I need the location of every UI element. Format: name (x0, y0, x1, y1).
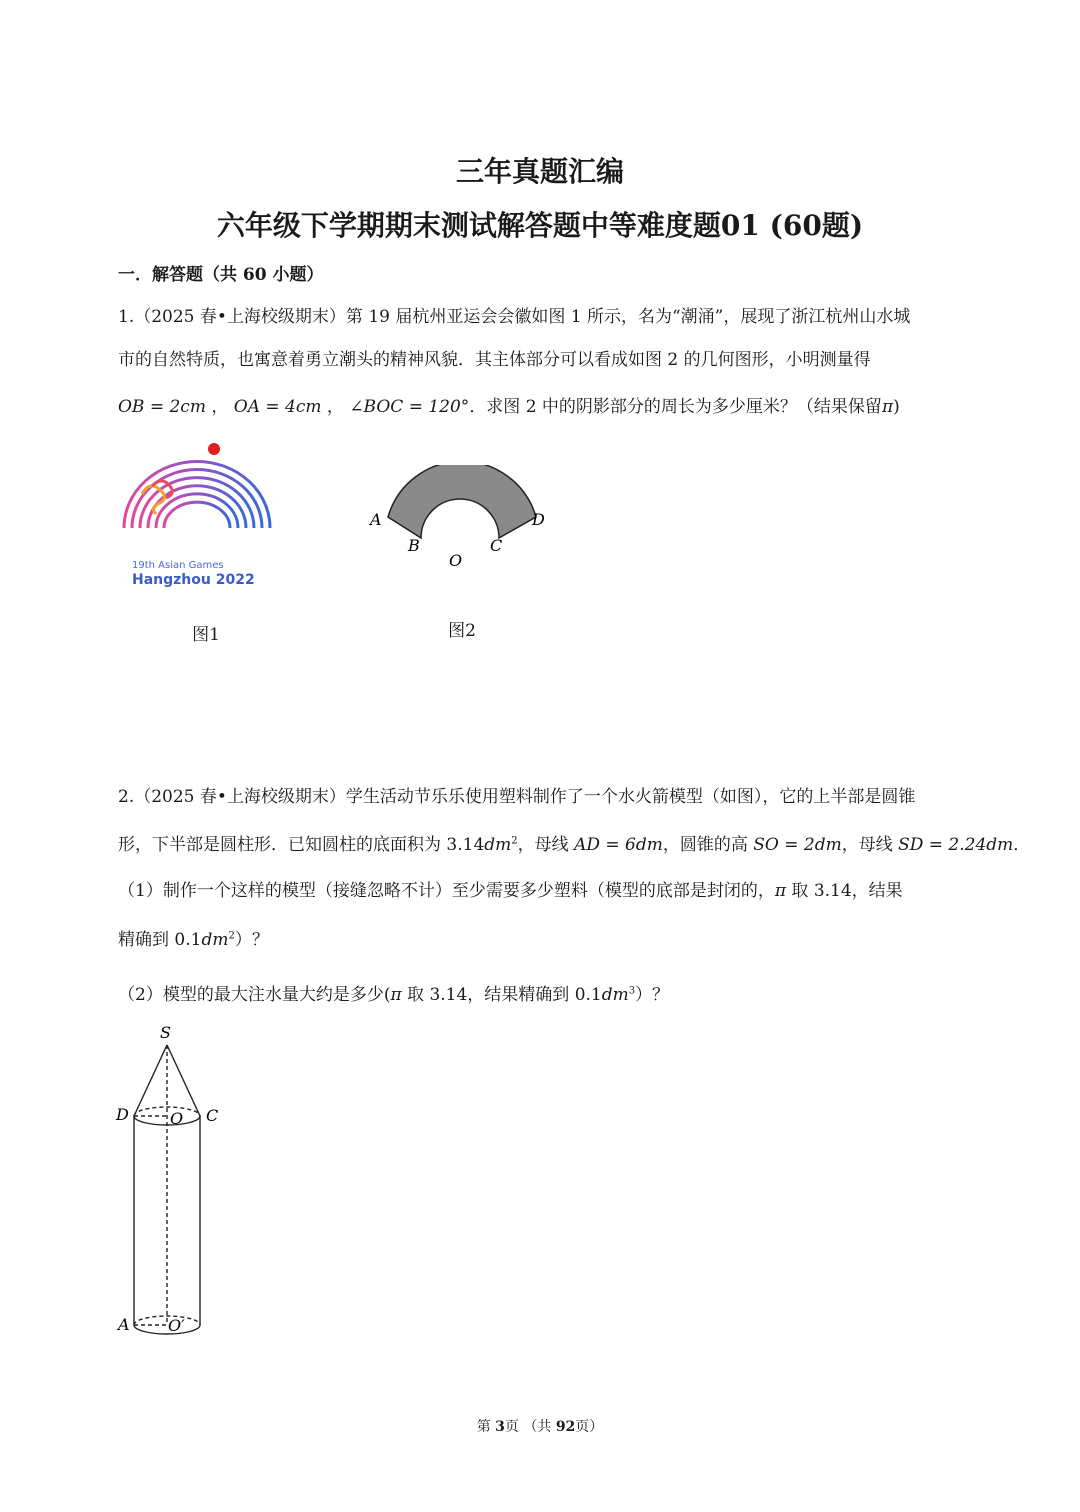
q2-line-2-d: ，母线 (841, 835, 899, 855)
q2-line-4-b: ）？ (234, 930, 269, 950)
q2-sup-3: 3 (628, 985, 636, 997)
q1-close: ) (893, 397, 900, 417)
water-rocket-figure (110, 1020, 240, 1340)
q1-math-angle: ∠BOC = 120° (349, 397, 470, 417)
q2-line-3-pi: π (774, 881, 787, 901)
q2-math-ad: AD = 6dm (574, 835, 663, 855)
footer-total-pages: 92 (555, 1419, 576, 1435)
footer-pre: 第 (476, 1419, 496, 1435)
section-heading: 一．解答题（共 60 小题） (118, 265, 324, 285)
q2-line-5-b: 取 3.14，结果精确到 0.1 (401, 985, 602, 1005)
q2-line-5-pi: π (390, 985, 402, 1005)
q2-line-4-a: 精确到 0.1 (118, 930, 202, 950)
q1-line-2: 市的自然特质，也寓意着勇立潮头的精神风貌．其主体部分可以看成如图 2 的几何图形，小明测量得 (118, 350, 871, 370)
figure-2-annular-sector (360, 465, 560, 575)
q2-unit-1: dm (484, 835, 512, 855)
q2-sup-1: 2 (511, 835, 518, 847)
q1-pi: π (881, 397, 894, 417)
q2-line-2-c: ，圆锥的高 (662, 835, 754, 855)
cone-right-edge (167, 1045, 200, 1116)
label-c2: C (206, 1106, 219, 1125)
footer-mid: 页 （共 (504, 1419, 556, 1435)
q2-line-5-c: ）？ (635, 985, 670, 1005)
q2-line-2-e: ． (1013, 835, 1031, 855)
q2-unit-2: dm (201, 930, 229, 950)
q1-question-text: ．求图 2 中的阴影部分的周长为多少厘米？（结果保留 (469, 397, 882, 417)
label-o-prime: O′ (168, 1316, 185, 1335)
q2-line-1: 2.（2025 春•上海校级期末）学生活动节乐乐使用塑料制作了一个水火箭模型（如图），它的上半部是圆锥 (118, 787, 916, 807)
asian-games-logo-figure (112, 436, 292, 596)
wave-arcs-icon (124, 461, 270, 528)
q2-line-5 (118, 980, 669, 1005)
figure-2-caption: 图2 (448, 621, 476, 641)
label-d2: D (116, 1105, 129, 1124)
figure-1-caption: 图1 (192, 625, 220, 645)
q1-line-1: 1.（2025 春•上海校级期末）第 19 届杭州亚运会会徽如图 1 所示，名为“潮涌”，展现了浙江杭州山水城 (118, 307, 911, 327)
q2-math-sd: SD = 2.24dm (898, 835, 1014, 855)
q2-line-3-a: （1）制作一个这样的模型（接缝忽略不计）至少需要多少塑料（模型的底部是封闭的， (118, 881, 775, 901)
q1-math-ob: OB = 2cm (118, 397, 206, 417)
q1-math-oa: OA = 4cm (233, 397, 322, 417)
q2-line-5-a: （2）模型的最大注水量大约是多少( (118, 985, 391, 1005)
label-s: S (160, 1023, 171, 1042)
label-d: D (532, 510, 545, 529)
label-a2: A (118, 1315, 130, 1334)
logo-line-1: 19th Asian Games (132, 560, 224, 571)
q2-math-so: SO = 2dm (753, 835, 842, 855)
q2-line-2 (118, 830, 1030, 855)
page-footer (0, 1416, 1080, 1436)
q2-line-3-b: 取 3.14，结果 (786, 881, 903, 901)
cone-left-edge (134, 1045, 167, 1116)
label-o-top: O (170, 1109, 184, 1128)
q1-sep-2: ， (326, 397, 344, 417)
red-sun-icon (208, 443, 220, 455)
q2-sup-2: 2 (228, 930, 235, 942)
q2-line-4 (118, 925, 269, 950)
q2-line-2-a: 形，下半部是圆柱形．已知圆柱的底面积为 3.14 (118, 835, 485, 855)
footer-post: 页） (575, 1419, 604, 1435)
q2-line-3 (118, 876, 903, 901)
q2-unit-3: dm (601, 985, 629, 1005)
logo-line-2: Hangzhou 2022 (132, 572, 255, 588)
document-subtitle: 六年级下学期期末测试解答题中等难度题01 (60题) (216, 209, 864, 242)
label-a: A (370, 510, 382, 529)
q2-line-2-b: ，母线 (517, 835, 575, 855)
label-c: C (490, 536, 503, 555)
label-o: O (449, 551, 463, 570)
q1-line-3 (118, 392, 900, 417)
shaded-region (388, 465, 536, 538)
bottom-ellipse-front (134, 1325, 200, 1334)
q1-sep-1: ， (211, 397, 229, 417)
document-title: 三年真题汇编 (455, 155, 624, 188)
footer-page-number: 3 (495, 1419, 505, 1435)
label-b: B (408, 536, 420, 555)
